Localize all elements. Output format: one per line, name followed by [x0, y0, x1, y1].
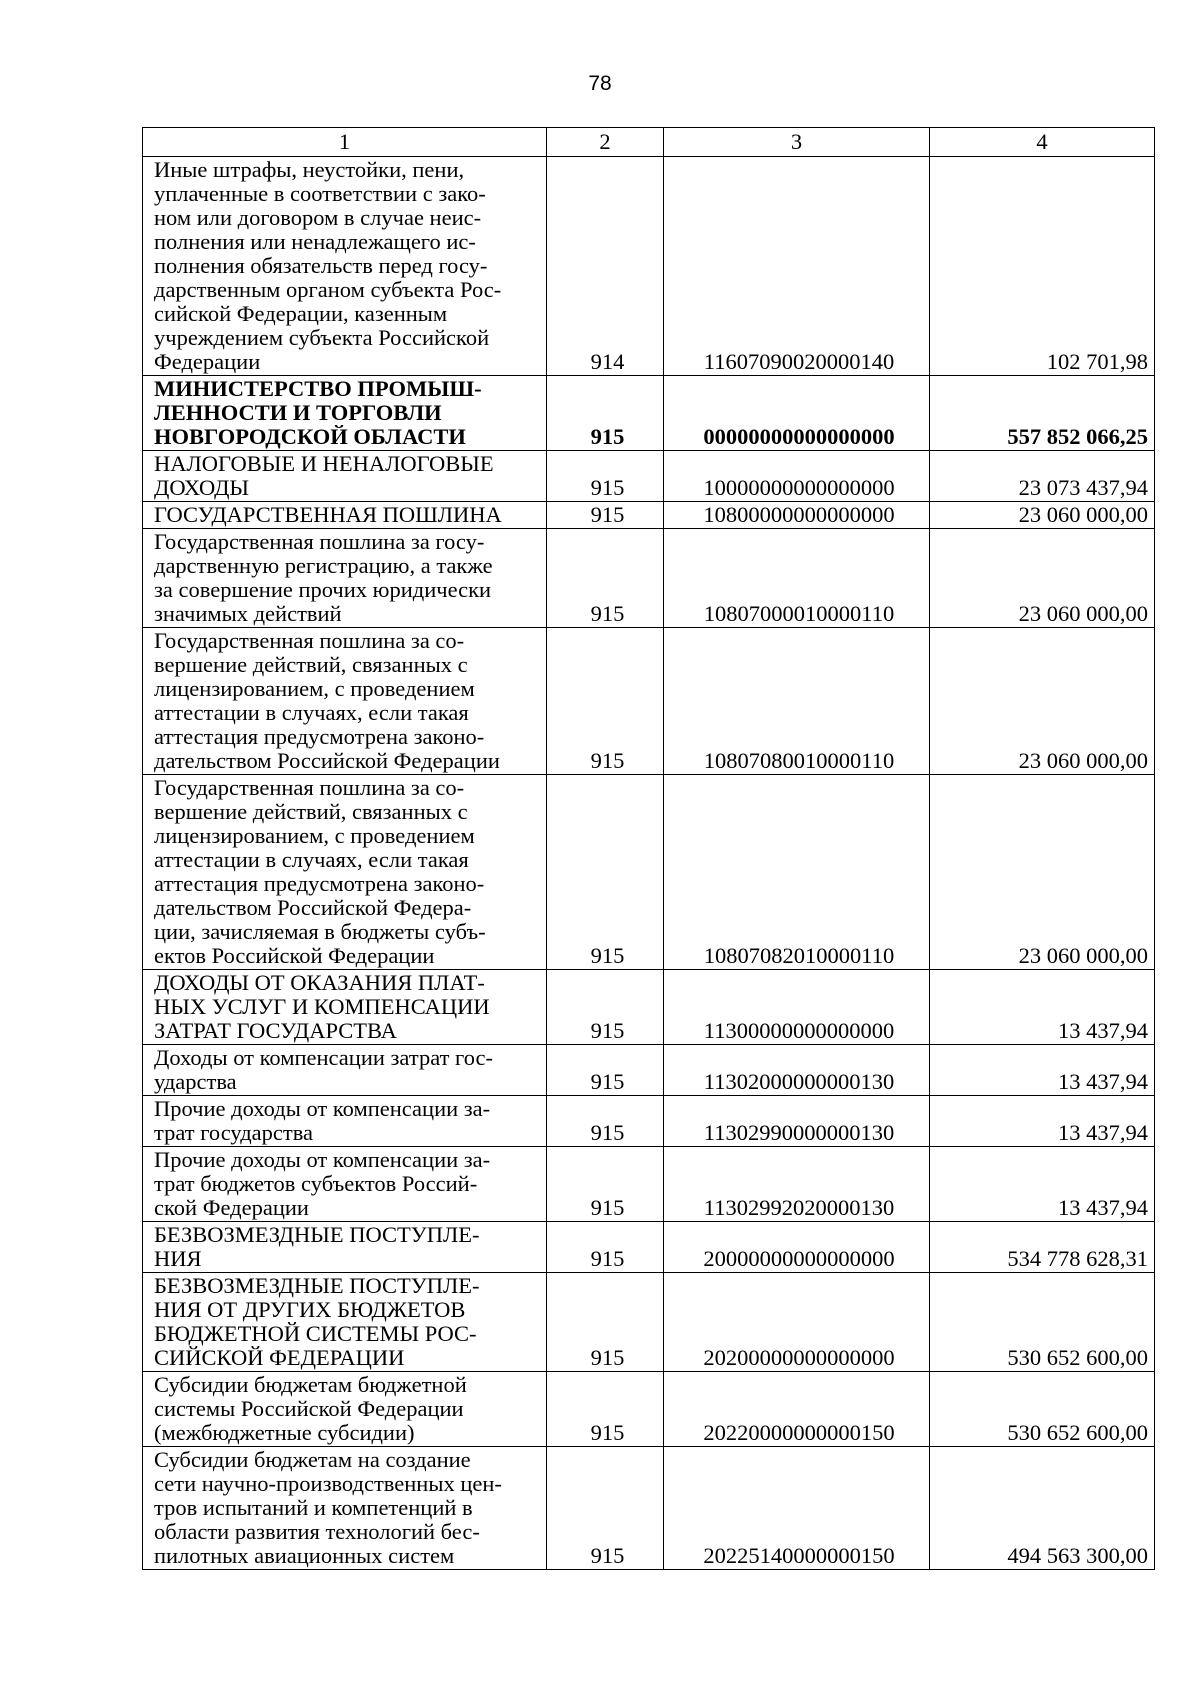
budget-classification-code-cell: 11302000000000130: [664, 1045, 930, 1096]
admin-code-cell: 915: [547, 1273, 664, 1372]
budget-classification-code-cell: 20200000000000000: [664, 1273, 930, 1372]
amount-cell: 13 437,94: [930, 1147, 1155, 1222]
budget-classification-code-cell: 11607090020000140: [664, 157, 930, 376]
admin-code-cell: 915: [547, 529, 664, 628]
amount-cell: 530 652 600,00: [930, 1372, 1155, 1447]
revenue-name-cell: [143, 529, 547, 628]
amount-cell: 102 701,98: [930, 157, 1155, 376]
amount-cell: 13 437,94: [930, 1096, 1155, 1147]
revenue-name-cell: [143, 157, 547, 376]
table-row: [143, 1045, 1155, 1096]
revenue-name-cell: [143, 628, 547, 775]
revenue-name-cell: [143, 1147, 547, 1222]
amount-cell: 23 073 437,94: [930, 451, 1155, 502]
admin-code-cell: 915: [547, 1222, 664, 1273]
revenue-name: Доходы от компенсации затрат гос- ударства: [154, 1045, 494, 1094]
admin-code-cell: 915: [547, 1045, 664, 1096]
revenue-name: ДОХОДЫ ОТ ОКАЗАНИЯ ПЛАТ- НЫХ УСЛУГ И КОМПЕНСАЦИИ ЗАТРАТ ГОСУДАРСТВА: [154, 970, 490, 1043]
table-row: [143, 775, 1155, 970]
admin-code-cell: 915: [547, 775, 664, 970]
revenue-name: Государственная пошлина за со- вершение действий, связанных с лицензированием, с проведением аттестации в случаях, если такая аттестация предусмотрена законо- дательством Российской Федерации: [154, 628, 500, 773]
revenue-name-cell: [143, 1222, 547, 1273]
amount-cell: 557 852 066,25: [930, 376, 1155, 451]
budget-classification-code-cell: 10807000010000110: [664, 529, 930, 628]
revenue-name-cell: [143, 1273, 547, 1372]
admin-code-cell: 915: [547, 1447, 664, 1570]
admin-code-cell: 915: [547, 628, 664, 775]
revenue-name-cell: [143, 376, 547, 451]
revenue-name: МИНИСТЕРСТВО ПРОМЫШ- ЛЕННОСТИ И ТОРГОВЛИ НОВГОРОДСКОЙ ОБЛАСТИ: [154, 376, 482, 449]
revenue-name: Государственная пошлина за госу- дарственную регистрацию, а также за совершение прочих юридически значимых действий: [154, 529, 493, 626]
table-row: [143, 529, 1155, 628]
revenue-name: БЕЗВОЗМЕЗДНЫЕ ПОСТУПЛЕ- НИЯ ОТ ДРУГИХ БЮДЖЕТОВ БЮДЖЕТНОЙ СИСТЕМЫ РОС- СИЙСКОЙ ФЕДЕРАЦИИ: [154, 1273, 480, 1370]
revenue-name: ГОСУДАРСТВЕННАЯ ПОШЛИНА: [154, 502, 502, 527]
budget-classification-code-cell: 20220000000000150: [664, 1372, 930, 1447]
table-row: [143, 502, 1155, 529]
revenue-name-cell: [143, 970, 547, 1045]
budget-revenue-table: [142, 127, 1155, 1570]
column-header-2: 2: [547, 128, 664, 157]
table-row: [143, 970, 1155, 1045]
budget-classification-code-cell: 00000000000000000: [664, 376, 930, 451]
table-header-row: [143, 128, 1155, 157]
revenue-name-cell: [143, 1096, 547, 1147]
revenue-name: НАЛОГОВЫЕ И НЕНАЛОГОВЫЕ ДОХОДЫ: [154, 451, 494, 500]
amount-cell: 13 437,94: [930, 1045, 1155, 1096]
revenue-name: БЕЗВОЗМЕЗДНЫЕ ПОСТУПЛЕ- НИЯ: [154, 1222, 480, 1271]
amount-cell: 530 652 600,00: [930, 1273, 1155, 1372]
page-number: 78: [588, 72, 612, 95]
column-header-3: 3: [664, 128, 930, 157]
revenue-name-cell: [143, 1372, 547, 1447]
amount-cell: 494 563 300,00: [930, 1447, 1155, 1570]
revenue-name-cell: [143, 775, 547, 970]
admin-code-cell: 915: [547, 970, 664, 1045]
revenue-name: Прочие доходы от компенсации за- трат государства: [154, 1096, 491, 1145]
budget-classification-code-cell: 10800000000000000: [664, 502, 930, 529]
table-row: [143, 451, 1155, 502]
column-header-1: 1: [143, 128, 547, 157]
budget-classification-code-cell: 20000000000000000: [664, 1222, 930, 1273]
revenue-name-cell: [143, 451, 547, 502]
admin-code-cell: 915: [547, 376, 664, 451]
budget-classification-code-cell: 10000000000000000: [664, 451, 930, 502]
revenue-name-cell: [143, 502, 547, 529]
amount-cell: 534 778 628,31: [930, 1222, 1155, 1273]
amount-cell: 23 060 000,00: [930, 529, 1155, 628]
admin-code-cell: 915: [547, 451, 664, 502]
amount-cell: 23 060 000,00: [930, 775, 1155, 970]
table-body: [143, 157, 1155, 1570]
revenue-name: Субсидии бюджетам на создание сети научно-производственных цен- тров испытаний и компетенций в области развития технологий бес- пилотных авиационных систем: [154, 1447, 502, 1568]
table-row: [143, 1096, 1155, 1147]
column-header-4: 4: [930, 128, 1155, 157]
amount-cell: 23 060 000,00: [930, 502, 1155, 529]
budget-classification-code-cell: 11302992020000130: [664, 1147, 930, 1222]
table-row: [143, 1372, 1155, 1447]
admin-code-cell: 915: [547, 1147, 664, 1222]
budget-classification-code-cell: 11300000000000000: [664, 970, 930, 1045]
revenue-name: Субсидии бюджетам бюджетной системы Российской Федерации (межбюджетные субсидии): [154, 1372, 467, 1445]
admin-code-cell: 915: [547, 1372, 664, 1447]
revenue-name: Иные штрафы, неустойки, пени, уплаченные в соответствии с зако- ном или договором в случае неис- полнения или ненадлежащего ис- полнения обязательств перед госу- дарственным органом субъекта Рос- сийской Федерации, казенным учреждением субъекта Российской Федерации: [154, 157, 502, 374]
admin-code-cell: 914: [547, 157, 664, 376]
revenue-name: Государственная пошлина за со- вершение действий, связанных с лицензированием, с проведением аттестации в случаях, если такая аттестация предусмотрена законо- дательством Российской Федера- ции, зачисляемая в бюджеты субъ- ектов Российской Федерации: [154, 775, 486, 968]
revenue-name-cell: [143, 1045, 547, 1096]
budget-classification-code-cell: 10807082010000110: [664, 775, 930, 970]
budget-classification-code-cell: 10807080010000110: [664, 628, 930, 775]
amount-cell: 23 060 000,00: [930, 628, 1155, 775]
table-row: [143, 1147, 1155, 1222]
revenue-name: Прочие доходы от компенсации за- трат бюджетов субъектов Россий- ской Федерации: [154, 1147, 491, 1220]
table-row: [143, 1222, 1155, 1273]
amount-cell: 13 437,94: [930, 970, 1155, 1045]
table-row: [143, 1447, 1155, 1570]
table-row: [143, 157, 1155, 376]
budget-classification-code-cell: 20225140000000150: [664, 1447, 930, 1570]
table-row: [143, 628, 1155, 775]
table-row: [143, 376, 1155, 451]
revenue-name-cell: [143, 1447, 547, 1570]
admin-code-cell: 915: [547, 1096, 664, 1147]
table-row: [143, 1273, 1155, 1372]
budget-classification-code-cell: 11302990000000130: [664, 1096, 930, 1147]
admin-code-cell: 915: [547, 502, 664, 529]
